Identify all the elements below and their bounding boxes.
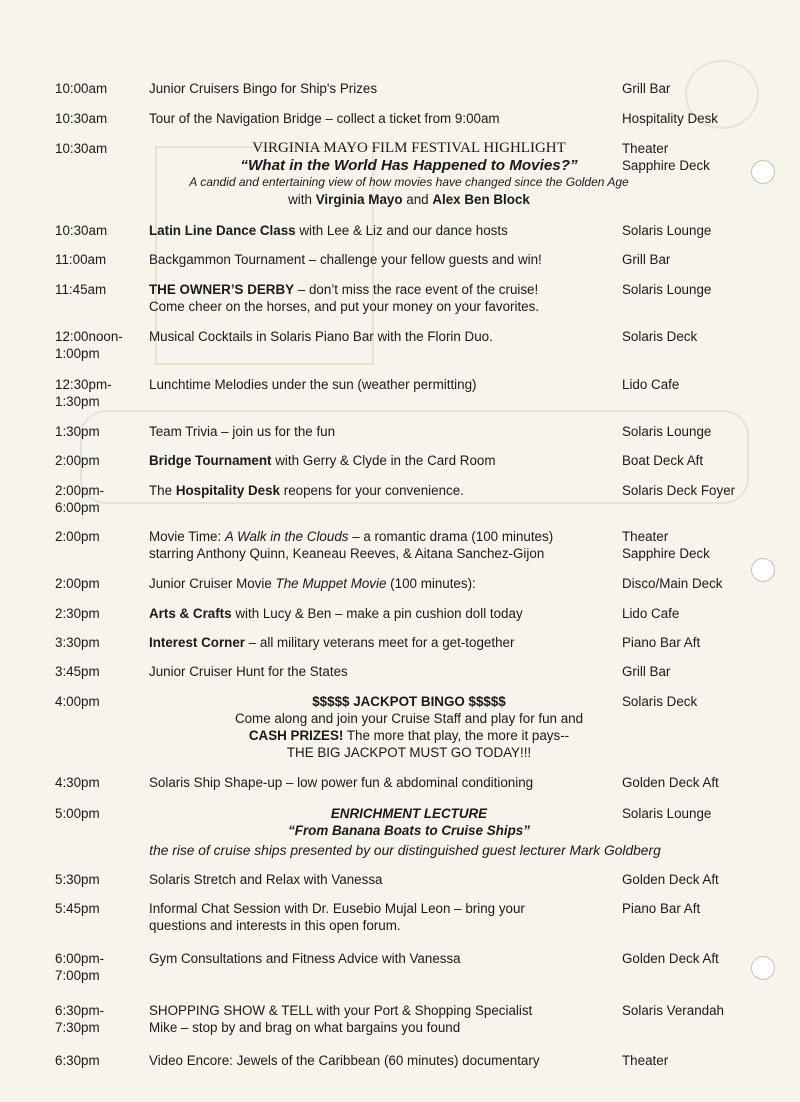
event-location-line: Theater: [622, 529, 669, 544]
event-description-text: – a romantic drama (100 minutes): [352, 529, 554, 544]
event-description: [149, 900, 614, 934]
event-description: [149, 452, 614, 469]
jackpot-title: $$$$$ JACKPOT BINGO $$$$$: [312, 694, 506, 709]
event-location: Solaris Deck Foyer: [622, 483, 736, 498]
event-location: Grill Bar: [622, 81, 671, 96]
event-description-text: reopens for your convenience.: [283, 483, 464, 498]
event-description: [149, 528, 624, 562]
event-time: 3:45pm: [55, 664, 100, 679]
event-time-start: 12:30pm-: [55, 377, 112, 392]
event-time: 10:30am: [55, 223, 108, 238]
event-highlight: Hospitality Desk: [175, 483, 280, 498]
jackpot-description: The more that play, the more it pays--: [346, 728, 570, 743]
event-time-start: 6:00pm-: [55, 951, 105, 966]
event-time: 10:30am: [55, 111, 108, 126]
event-description: [149, 1002, 614, 1036]
jackpot-description: Come along and join your Cruise Staff and play for fun and: [234, 711, 584, 726]
film-festival-title: VIRGINIA MAYO FILM FESTIVAL HIGHLIGHT: [252, 140, 566, 156]
event-highlight: Bridge Tournament: [149, 453, 272, 468]
event-description: Musical Cocktails in Solaris Piano Bar with the Florin Duo.: [149, 329, 493, 344]
event-location: Lido Cafe: [622, 606, 680, 621]
event-time: [55, 950, 143, 984]
event-location: Hospitality Desk: [622, 111, 718, 126]
event-time: 3:30pm: [55, 635, 100, 650]
event-time: 6:30pm: [55, 1053, 100, 1068]
event-time: 4:00pm: [55, 694, 100, 709]
jackpot-block: [149, 693, 669, 761]
event-location-line: Theater: [622, 141, 669, 156]
film-festival-quote: “What in the World Has Happened to Movies?”: [240, 157, 578, 174]
event-description: Lunchtime Melodies under the sun (weather permitting): [149, 377, 477, 392]
event-location: Solaris Lounge: [622, 223, 712, 238]
event-time: 4:30pm: [55, 775, 100, 790]
event-highlight: Latin Line Dance Class: [149, 223, 296, 238]
event-location: Piano Bar Aft: [622, 635, 701, 650]
film-festival-block: [149, 140, 669, 208]
event-description: [149, 281, 619, 315]
event-location: [622, 528, 752, 562]
event-time-start: 2:00pm-: [55, 483, 105, 498]
movie-title: The Muppet Movie: [275, 576, 387, 591]
event-time: [55, 376, 143, 410]
event-description: Video Encore: Jewels of the Caribbean (60 minutes) documentary: [149, 1053, 540, 1068]
event-description-text: SHOPPING SHOW & TELL with your Port & Shopping Specialist: [149, 1003, 533, 1018]
event-location: Disco/Main Deck: [622, 576, 723, 591]
lecture-quote: “From Banana Boats to Cruise Ships”: [288, 823, 530, 838]
event-time-end: 6:00pm: [55, 500, 100, 515]
film-festival-and: and: [406, 192, 429, 207]
event-description-text: – all military veterans meet for a get-together: [248, 635, 515, 650]
event-time: 2:00pm: [55, 576, 100, 591]
punch-hole-icon: [751, 160, 775, 184]
schedule-row-film-festival: [55, 140, 745, 210]
film-festival-guest: Virginia Mayo: [315, 192, 403, 207]
event-time-end: 1:00pm: [55, 346, 100, 361]
event-time: 11:00am: [55, 252, 107, 267]
lecture-block: [149, 805, 669, 839]
event-location: Golden Deck Aft: [622, 775, 719, 790]
event-description: [149, 605, 614, 622]
event-location: Boat Deck Aft: [622, 453, 704, 468]
event-time: 2:00pm: [55, 453, 100, 468]
event-location: Solaris Verandah: [622, 1003, 724, 1018]
lecture-title: ENRICHMENT LECTURE: [330, 806, 488, 821]
event-location: Solaris Deck: [622, 694, 698, 709]
event-description-text: with Lee & Liz and our dance hosts: [299, 223, 508, 238]
event-time: 11:45am: [55, 282, 107, 297]
event-description: Team Trivia – join us for the fun: [149, 424, 336, 439]
event-description: Tour of the Navigation Bridge – collect a ticket from 9:00am: [149, 111, 500, 126]
event-description: [149, 222, 614, 239]
event-time: [55, 328, 143, 362]
event-location-line: Sapphire Deck: [622, 546, 710, 561]
film-festival-with: with: [288, 192, 312, 207]
event-location: Solaris Lounge: [622, 424, 712, 439]
punch-hole-icon: [751, 956, 775, 980]
event-description: Gym Consultations and Fitness Advice with Vanessa: [149, 951, 461, 966]
event-time-start: 6:30pm-: [55, 1003, 105, 1018]
event-description-text: Mike – stop by and brag on what bargains you found: [149, 1020, 461, 1035]
event-time-end: 1:30pm: [55, 394, 100, 409]
event-description: Solaris Stretch and Relax with Vanessa: [149, 872, 383, 887]
event-description-text: The: [149, 483, 173, 498]
event-time: 2:00pm: [55, 529, 100, 544]
event-location: Piano Bar Aft: [622, 901, 701, 916]
event-highlight: Arts & Crafts: [149, 606, 232, 621]
event-time: [55, 1002, 143, 1036]
event-description-text: Informal Chat Session with Dr. Eusebio Mujal Leon – bring your: [149, 901, 525, 916]
event-time: 5:00pm: [55, 806, 100, 821]
event-location: Theater: [622, 1053, 669, 1068]
event-highlight: Interest Corner: [149, 635, 245, 650]
event-time: 1:30pm: [55, 424, 100, 439]
film-festival-guest: Alex Ben Block: [432, 192, 530, 207]
jackpot-description: THE BIG JACKPOT MUST GO TODAY!!!: [286, 745, 532, 760]
event-description-text: Movie Time:: [149, 529, 222, 544]
event-location: Golden Deck Aft: [622, 951, 719, 966]
event-location: Solaris Lounge: [622, 806, 712, 821]
event-description-text: with Gerry & Clyde in the Card Room: [275, 453, 496, 468]
event-description: Junior Cruisers Bingo for Ship's Prizes: [149, 81, 378, 96]
event-time-start: 12:00noon-: [55, 329, 123, 344]
event-description-text: with Lucy & Ben – make a pin cushion doll today: [235, 606, 523, 621]
film-festival-description: A candid and entertaining view of how movies have changed since the Golden Age: [189, 175, 629, 189]
event-description: [149, 482, 614, 499]
lecture-description: the rise of cruise ships presented by our distinguished guest lecturer Mark Goldberg: [149, 843, 661, 858]
event-description-text: (100 minutes):: [390, 576, 476, 591]
event-location: Solaris Lounge: [622, 282, 712, 297]
movie-title: A Walk in the Clouds: [224, 529, 349, 544]
event-time-end: 7:00pm: [55, 968, 100, 983]
event-description-text: Junior Cruiser Movie: [149, 576, 272, 591]
event-time: 5:45pm: [55, 901, 100, 916]
event-location: Golden Deck Aft: [622, 872, 719, 887]
event-time: 10:00am: [55, 81, 108, 96]
event-time: [55, 482, 143, 516]
event-location-line: Sapphire Deck: [622, 158, 710, 173]
event-description-text: Come cheer on the horses, and put your money on your favorites.: [149, 299, 540, 314]
event-location: [622, 140, 752, 174]
punch-hole-icon: [751, 558, 775, 582]
event-description-text: – don’t miss the race event of the cruise!: [297, 282, 539, 297]
jackpot-cash-prizes: CASH PRIZES!: [248, 728, 344, 743]
event-description-text: questions and interests in this open forum.: [149, 918, 401, 933]
event-description: Junior Cruiser Hunt for the States: [149, 664, 348, 679]
event-description: [149, 634, 614, 651]
event-description: Backgammon Tournament – challenge your fellow guests and win!: [149, 252, 542, 267]
event-time: 10:30am: [55, 141, 108, 156]
event-description-text: starring Anthony Quinn, Keaneau Reeves, & Aitana Sanchez-Gijon: [149, 546, 545, 561]
event-location: Lido Cafe: [622, 377, 680, 392]
event-location: Solaris Deck: [622, 329, 698, 344]
event-description: [149, 575, 614, 592]
event-location: Grill Bar: [622, 664, 671, 679]
event-highlight: THE OWNER’S DERBY: [149, 282, 295, 297]
event-location: Grill Bar: [622, 252, 671, 267]
event-description: Solaris Ship Shape-up – low power fun & abdominal conditioning: [149, 775, 534, 790]
event-time-end: 7:30pm: [55, 1020, 100, 1035]
event-time: 2:30pm: [55, 606, 100, 621]
event-time: 5:30pm: [55, 872, 100, 887]
